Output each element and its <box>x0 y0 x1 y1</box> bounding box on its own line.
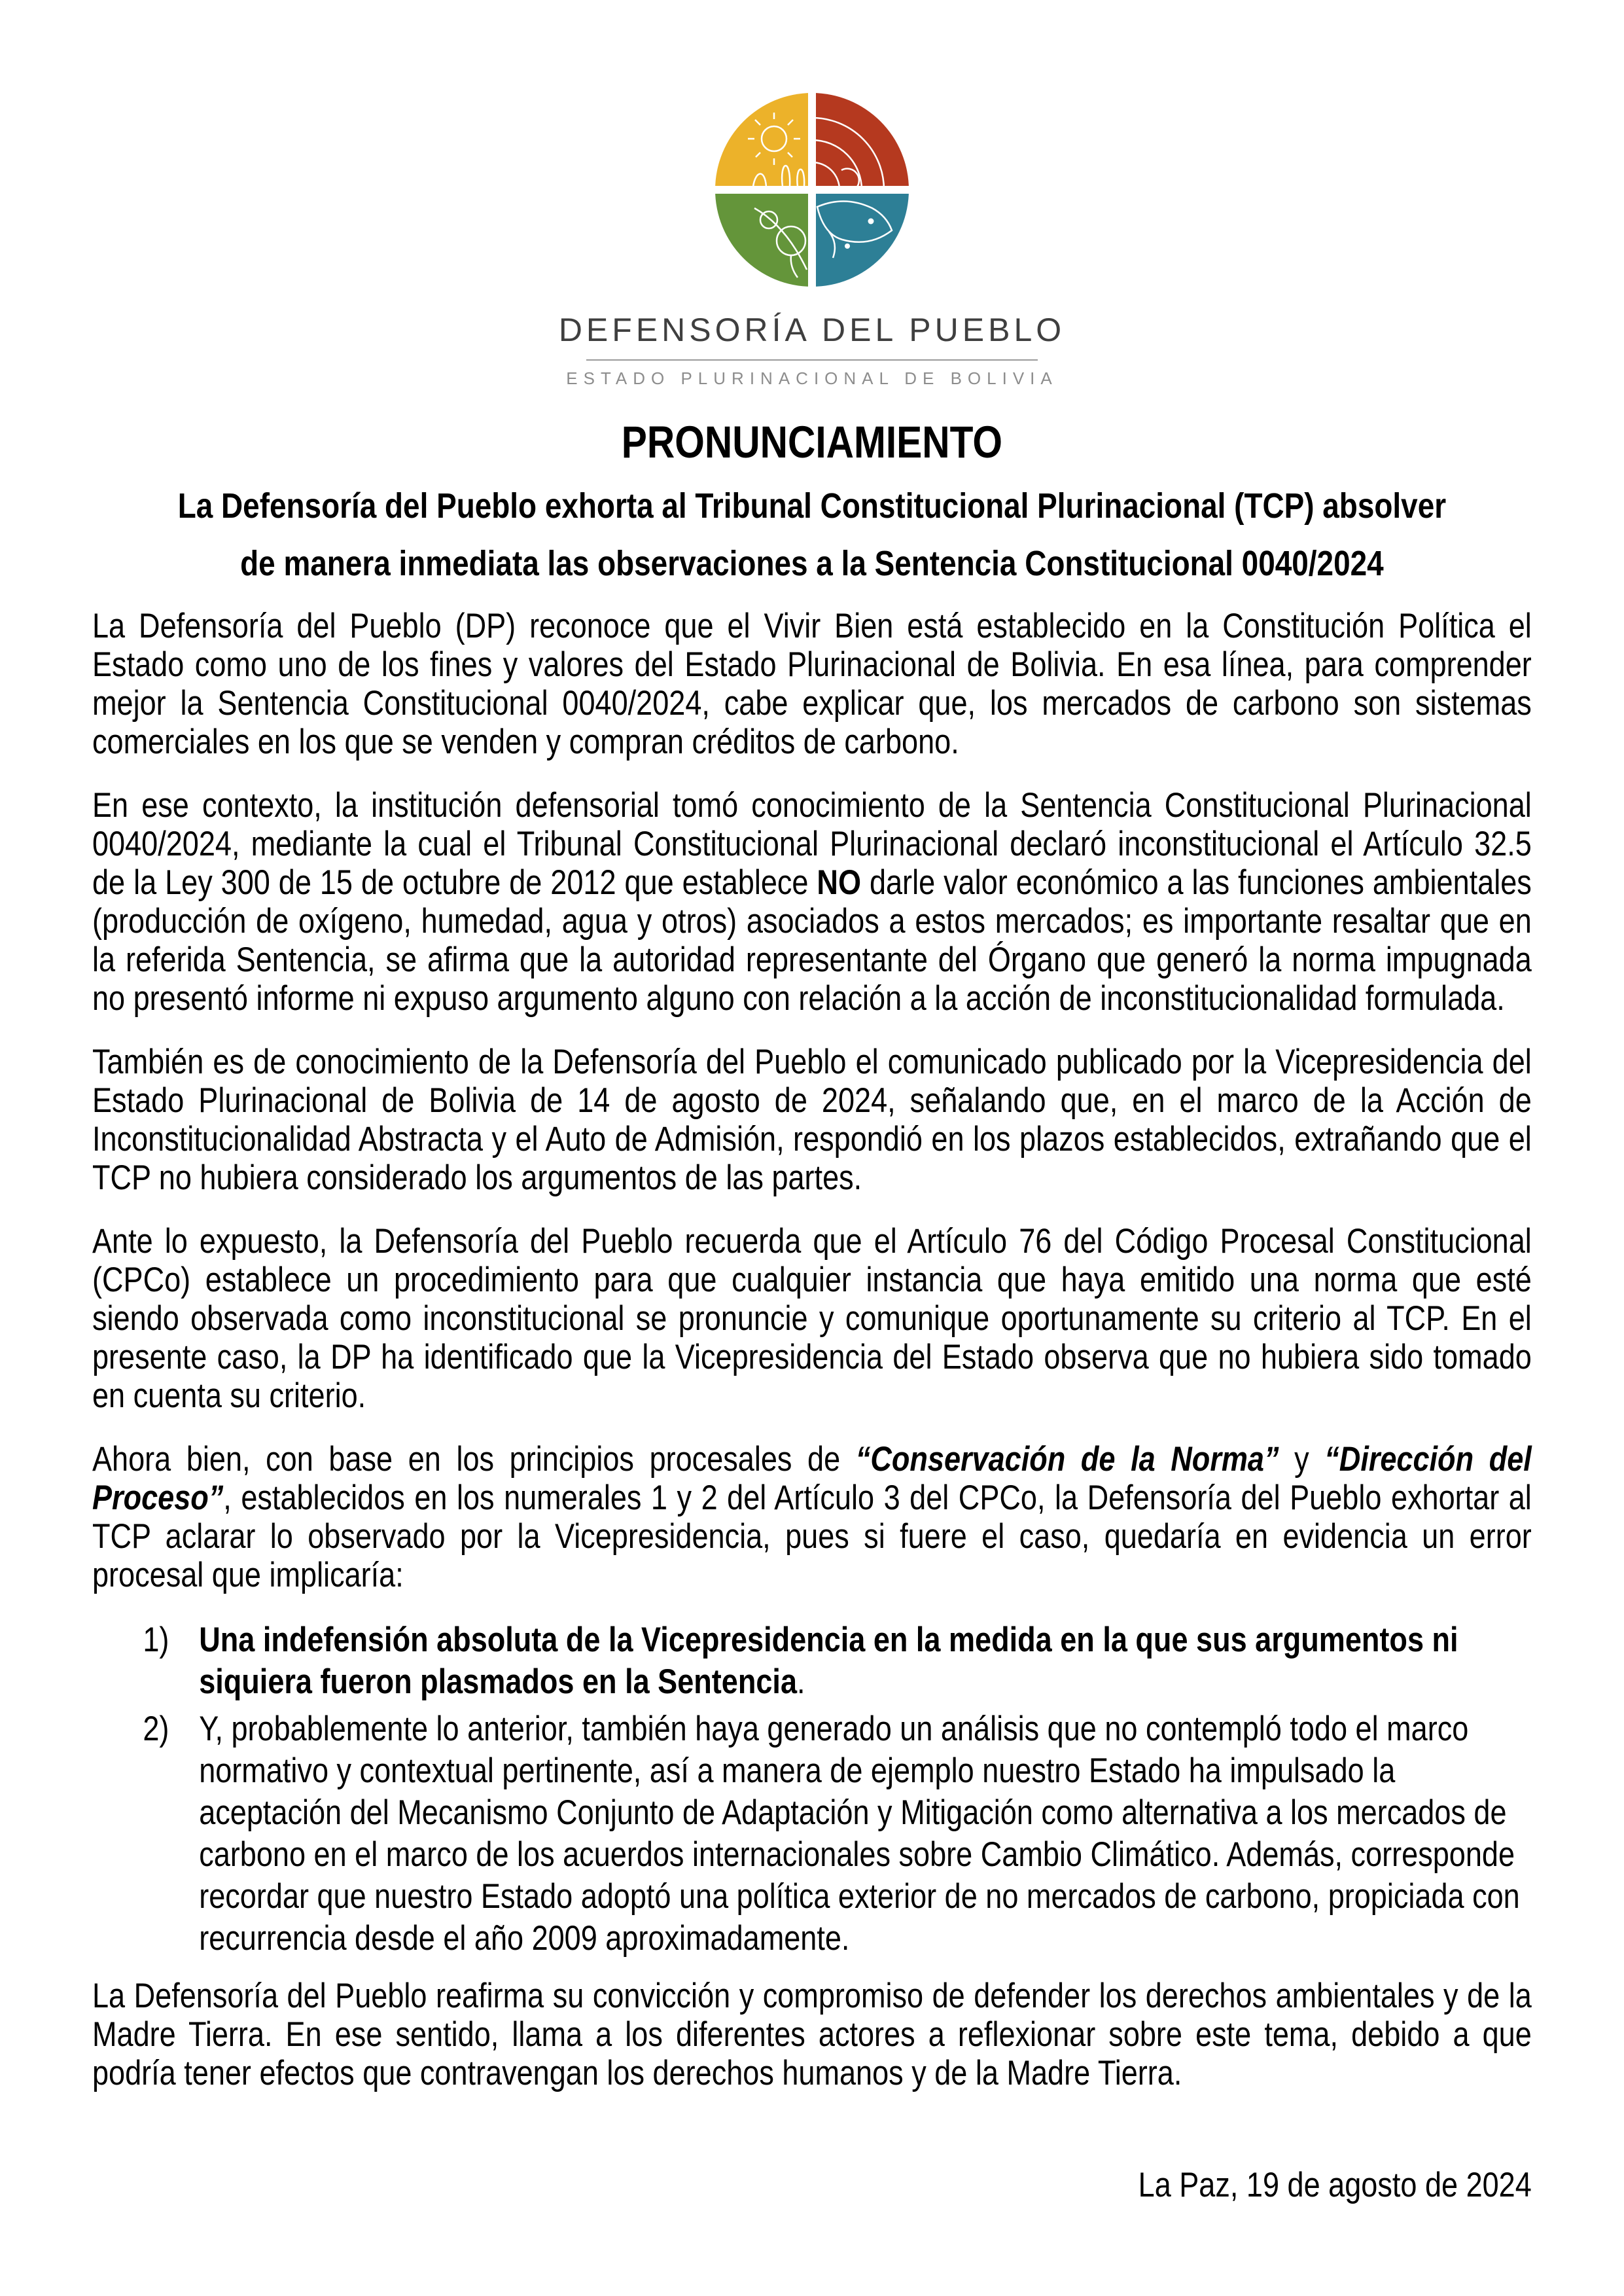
institution-wordmark: DEFENSORÍA DEL PUEBLO <box>558 312 1066 348</box>
document-subtitle <box>92 477 1532 592</box>
paragraph-1: La Defensoría del Pueblo (DP) reconoce que el Vivir Bien está establecido en la Constitución Política el Estado como uno de los fines y valores del Estado Plurinacional de Bolivia. En esa línea, para comprender mejor la Sentencia Constitucional 0040/2024, cabe explicar que, los mercados de carbono son sistemas comerciales en los que se venden y compran créditos de carbono. <box>92 607 1532 761</box>
defensoria-del-pueblo-logo-icon <box>714 92 910 288</box>
list-item-1 <box>92 1619 1532 1703</box>
paragraph-5: Ahora bien, con base en los principios procesales de “Conservación de la Norma” y “Dirección del Proceso”, establecidos en los numerales 1 y 2 del Artículo 3 del CPCo, la Defensoría del Pueblo exhortar al TCP aclarar lo observado por la Vicepresidencia, pues si fuere el caso, quedaría en evidencia un error procesal que implicaría: <box>92 1440 1532 1594</box>
subtitle-line-2: de manera inmediata las observaciones a la Sentencia Constitucional 0040/2024 <box>240 544 1384 583</box>
numbered-list <box>92 1619 1532 1960</box>
list-item-2-number: 2) <box>143 1710 169 1748</box>
paragraph-4: Ante lo expuesto, la Defensoría del Pueblo recuerda que el Artículo 76 del Código Procesal Constitucional (CPCo) establece un procedimiento para que cualquier instancia que haya emitido una norma que esté siendo observada como inconstitucional se pronuncie y comunique oportunamente su criterio al TCP. En el presente caso, la DP ha identificado que la Vicepresidencia del Estado observa que no hubiera sido tomado en cuenta su criterio. <box>92 1222 1532 1415</box>
list-item-1-number: 1) <box>143 1621 169 1659</box>
institution-subtext: ESTADO PLURINACIONAL DE BOLIVIA <box>566 368 1058 388</box>
list-item-1-text: Una indefensión absoluta de la Vicepresidencia en la medida en la que sus argumentos ni siquiera fueron plasmados en la Sentencia. <box>199 1621 1458 1701</box>
letterhead <box>0 0 1624 389</box>
paragraph-3: También es de conocimiento de la Defensoría del Pueblo el comunicado publicado por la Vicepresidencia del Estado Plurinacional de Bolivia de 14 de agosto de 2024, señalando que, en el marco de la Acción de Inconstitucionalidad Abstracta y el Auto de Admisión, respondió en los plazos establecidos, extrañando que el TCP no hubiera considerado los argumentos de las partes. <box>92 1043 1532 1197</box>
list-item-2 <box>92 1708 1532 1960</box>
subtitle-line-1: La Defensoría del Pueblo exhorta al Tribunal Constitucional Plurinacional (TCP) absolver <box>177 486 1447 526</box>
closing-paragraph: La Defensoría del Pueblo reafirma su convicción y compromiso de defender los derechos ambientales y de la Madre Tierra. En ese sentido, llama a los diferentes actores a reflexionar sobre este tema, debido a que podría tener efectos que contravengan los derechos humanos y de la Madre Tierra. <box>92 1977 1532 2092</box>
date-line: La Paz, 19 de agosto de 2024 <box>1138 2166 1532 2204</box>
paragraph-2: En ese contexto, la institución defensorial tomó conocimiento de la Sentencia Constitucional Plurinacional 0040/2024, mediante la cual el Tribunal Constitucional Plurinacional declaró inconstitucional el Artículo 32.5 de la Ley 300 de 15 de octubre de 2012 que establece NO darle valor económico a las funciones ambientales (producción de oxígeno, humedad, agua y otros) asociados a estos mercados; es importante resaltar que en la referida Sentencia, se afirma que la autoridad representante del Órgano que generó la norma impugnada no presentó informe ni expuso argumento alguno con relación a la acción de inconstitucionalidad formulada. <box>92 786 1532 1018</box>
body-text <box>92 607 1532 2204</box>
wordmark-divider <box>586 359 1038 361</box>
page-title: PRONUNCIAMIENTO <box>621 417 1002 467</box>
list-item-2-text: Y, probablemente lo anterior, también haya generado un análisis que no contempló todo el marco normativo y contextual pertinente, así a manera de ejemplo nuestro Estado ha impulsado la aceptación del Mecanismo Conjunto de Adaptación y Mitigación como alternativa a los mercados de carbono en el marco de los acuerdos internacionales sobre Cambio Climático. Además, corresponde recordar que nuestro Estado adoptó una política exterior de no mercados de carbono, propiciada con recurrencia desde el año 2009 aproximadamente. <box>199 1710 1520 1958</box>
document-body <box>92 416 1532 2204</box>
